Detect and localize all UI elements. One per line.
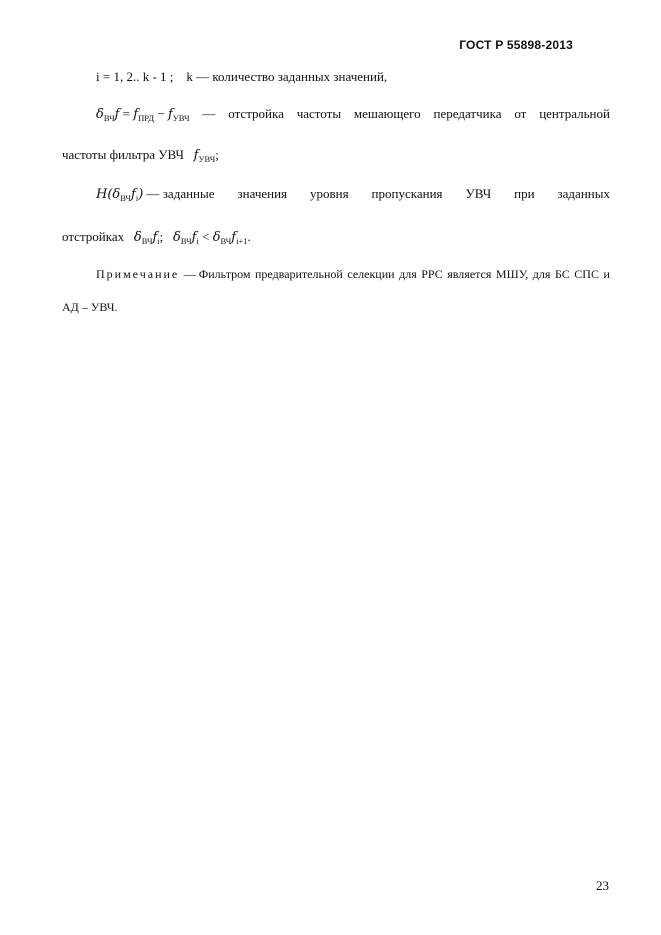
passband-level-line xyxy=(96,185,610,204)
word: заданных xyxy=(557,186,610,201)
note-paragraph xyxy=(96,265,610,283)
word: передатчика xyxy=(433,106,502,121)
word: БС xyxy=(554,267,570,281)
word: частоты xyxy=(296,106,342,121)
word: пропускания xyxy=(371,186,443,201)
word: центральной xyxy=(539,106,610,121)
word: и xyxy=(603,267,610,281)
detuning-formula: $\delta_{ВЧ}f = f_{ПРД} - f_{УВЧ}$ xyxy=(96,106,190,123)
word: для xyxy=(399,267,417,281)
word: предварительной xyxy=(254,267,343,281)
k-description: — количество заданных значений, xyxy=(196,69,388,84)
word: значения xyxy=(237,186,288,201)
word: от xyxy=(514,106,527,121)
detuning-definition-line xyxy=(96,105,610,124)
note-continuation: АД – УВЧ. xyxy=(62,300,118,314)
word: мешающего xyxy=(353,106,421,121)
word: для xyxy=(532,267,551,281)
filter-frequency-line: частоты фильтра УВЧ $f_{УВЧ}$; xyxy=(62,147,219,164)
word: уровня xyxy=(310,186,349,201)
index-formula: i = 1, 2.. k - 1 ; xyxy=(96,69,174,84)
k-symbol: k xyxy=(186,69,193,84)
passband-formula: $H(\delta_{ВЧ}f_i)$ — заданные xyxy=(96,186,215,203)
word: МШУ, xyxy=(495,267,529,281)
word: является xyxy=(447,267,492,281)
word: селекции xyxy=(347,267,395,281)
word: отстройка xyxy=(228,106,284,121)
word: СПС xyxy=(574,267,599,281)
page-number: 23 xyxy=(596,878,609,893)
document-header: ГОСТ Р 55898-2013 xyxy=(459,38,573,52)
word: УВЧ xyxy=(465,186,492,201)
word: при xyxy=(514,186,535,201)
detuning-condition-line: отстройках $\delta_{ВЧ}f_i$; $\delta_{ВЧ}f_i < \delta_{ВЧ}f_{i+1}$. xyxy=(62,229,251,246)
formula-index-line xyxy=(96,68,610,86)
word: РРС xyxy=(421,267,443,281)
word: — Фильтром xyxy=(183,267,251,281)
word: — xyxy=(202,106,216,121)
note-label: Примечание xyxy=(96,267,180,281)
